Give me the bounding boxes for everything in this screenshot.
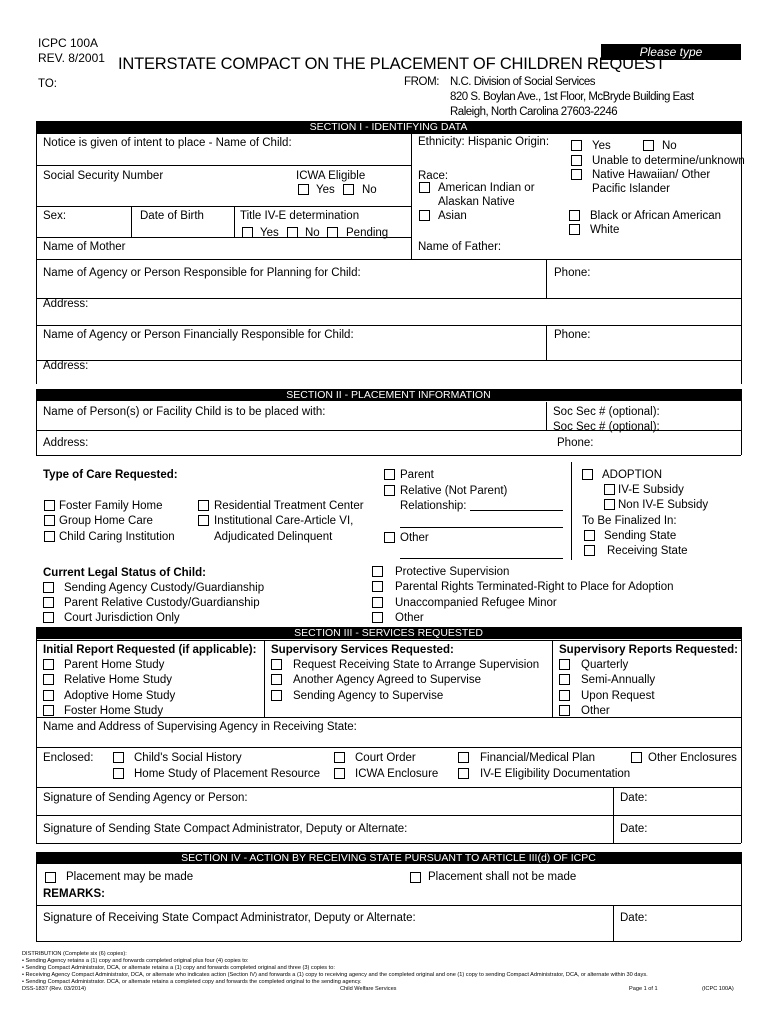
distribution-line-2: • Sending Compact Administrator, DCA, or alternate retains a (1) copy and forwards completed original and three (3) copies to: [22, 965, 335, 971]
upon-request-checkbox[interactable] [559, 690, 570, 701]
from-line-1: N.C. Division of Social Services [450, 76, 596, 88]
care-other-label: Other [400, 532, 429, 544]
phone-1-label: Phone: [554, 267, 591, 279]
other-enclosures-label: Other Enclosures [648, 752, 737, 764]
child-caring-label: Child Caring Institution [59, 531, 175, 543]
dob-label: Date of Birth [140, 210, 204, 222]
child-caring-checkbox[interactable] [44, 531, 55, 542]
ethnicity-no-checkbox[interactable] [643, 140, 654, 151]
sig-receiving-label: Signature of Receiving State Compact Administrator, Deputy or Alternate: [43, 912, 416, 924]
ethnicity-label: Ethnicity: Hispanic Origin: [418, 136, 550, 148]
white-label: White [590, 224, 620, 236]
asian-label: Asian [438, 210, 467, 222]
soc-sec-2-label: Soc Sec # (optional): [553, 421, 660, 433]
foster-home-study-checkbox[interactable] [43, 705, 54, 716]
care-parent-label: Parent [400, 469, 434, 481]
home-study-enclosure-checkbox[interactable] [113, 768, 124, 779]
address-1-label: Address: [43, 298, 89, 310]
protective-label: Protective Supervision [395, 566, 510, 578]
race-label: Race: [418, 170, 449, 182]
distribution-heading: DISTRIBUTION (Complete six (6) copies): [22, 951, 127, 957]
pacific-islander-label: Pacific Islander [592, 183, 670, 193]
reports-other-label: Other [581, 705, 610, 717]
residential-checkbox[interactable] [198, 500, 209, 511]
icwa-eligible-label: ICWA Eligible [296, 170, 366, 182]
request-receiving-checkbox[interactable] [271, 659, 282, 670]
form-id: ICPC 100A [38, 36, 99, 50]
parental-rights-label: Parental Rights Terminated-Right to Place for Adoption [395, 581, 674, 593]
distribution-line-1: • Sending Agency retains a (1) copy and forwards completed original plus four (4) copies to: [22, 958, 249, 964]
icwa-no-checkbox[interactable] [343, 184, 354, 195]
white-checkbox[interactable] [569, 224, 580, 235]
may-be-made-checkbox[interactable] [45, 872, 56, 883]
foster-family-label: Foster Family Home [59, 500, 163, 512]
legal-other-label: Other [395, 612, 424, 624]
icwa-no-label: No [362, 184, 377, 196]
finalize-receiving-label: Receiving State [607, 545, 688, 557]
date-2-label: Date: [620, 823, 648, 835]
sex-label: Sex: [43, 210, 67, 222]
institutional-checkbox[interactable] [198, 515, 209, 526]
parental-rights-checkbox[interactable] [372, 581, 383, 592]
dss-form-number: DSS-1837 (Rev. 03/2014) [22, 986, 86, 992]
ive-yes-label: Yes [260, 227, 279, 239]
distribution-line-3: • Receiving Agency Compact Administrator, DCA, or alternate who indicates action (Section IV) and forwards a (1) copy to receiving agency and the completed original and one (1) copy to sending Compact Administrator, DCA, or alternate within 30 days. [22, 972, 648, 978]
icwa-yes-label: Yes [316, 184, 335, 196]
section-3-header: SECTION III - SERVICES REQUESTED [36, 627, 741, 639]
date-receiving-label: Date: [620, 912, 648, 924]
court-jurisdiction-label: Court Jurisdiction Only [64, 612, 180, 624]
phone-2-label: Phone: [554, 329, 591, 341]
icwa-yes-checkbox[interactable] [298, 184, 309, 195]
finalize-receiving-checkbox[interactable] [584, 545, 595, 556]
parent-custody-checkbox[interactable] [43, 597, 54, 608]
section-4-header: SECTION IV - ACTION BY RECEIVING STATE PURSUANT TO ARTICLE III(d) OF ICPC [36, 852, 741, 864]
native-hawaiian-label: Native Hawaiian/ Other [592, 169, 711, 181]
sending-custody-label: Sending Agency Custody/Guardianship [64, 582, 265, 594]
sending-supervise-checkbox[interactable] [271, 690, 282, 701]
supervisory-services-label: Supervisory Services Requested: [271, 644, 454, 656]
finalize-sending-checkbox[interactable] [584, 530, 595, 541]
parent-custody-label: Parent Relative Custody/Guardianship [64, 597, 260, 609]
american-indian-checkbox[interactable] [419, 182, 430, 193]
care-other-checkbox[interactable] [384, 532, 395, 543]
asian-checkbox[interactable] [419, 210, 430, 221]
relationship-label: Relationship: [400, 500, 467, 512]
to-be-finalized-label: To Be Finalized In: [582, 515, 677, 527]
notice-child-name-label: Notice is given of intent to place - Name of Child: [43, 137, 292, 149]
residential-label: Residential Treatment Center [214, 500, 364, 512]
ethnicity-unable-label: Unable to determine/unknown [592, 155, 745, 167]
to-label: TO: [38, 78, 57, 90]
date-1-label: Date: [620, 792, 648, 804]
court-order-checkbox[interactable] [334, 752, 345, 763]
ive-no-label: No [305, 227, 320, 239]
from-line-3: Raleigh, North Carolina 27603-2246 [450, 106, 618, 118]
agency-planning-label: Name of Agency or Person Responsible for Planning for Child: [43, 267, 361, 279]
childs-history-label: Child's Social History [134, 752, 242, 764]
icwa-enclosure-label: ICWA Enclosure [355, 768, 439, 780]
father-name-label: Name of Father: [418, 241, 502, 253]
icwa-enclosure-checkbox[interactable] [334, 768, 345, 779]
address-2-label: Address: [43, 360, 89, 372]
sig-sending-admin-label: Signature of Sending State Compact Administrator, Deputy or Alternate: [43, 823, 408, 835]
adjudicated-label: Adjudicated Delinquent [214, 531, 333, 543]
section-1-header: SECTION I - IDENTIFYING DATA [36, 121, 741, 133]
care-parent-checkbox[interactable] [384, 469, 395, 480]
form-title: INTERSTATE COMPACT ON THE PLACEMENT OF CHILDREN REQUEST [118, 55, 666, 73]
placement-address-label: Address: [43, 437, 89, 449]
court-order-label: Court Order [355, 752, 416, 764]
care-relative-label: Relative (Not Parent) [400, 485, 508, 497]
financial-plan-checkbox[interactable] [458, 752, 469, 763]
soc-sec-1-label: Soc Sec # (optional): [553, 406, 660, 418]
sending-custody-checkbox[interactable] [43, 582, 54, 593]
semi-annually-checkbox[interactable] [559, 674, 570, 685]
may-be-made-label: Placement may be made [66, 871, 194, 883]
black-checkbox[interactable] [569, 210, 580, 221]
non-ive-subsidy-label: Non IV-E Subsidy [618, 499, 709, 511]
form-reference: (ICPC 100A) [702, 986, 734, 992]
title-ive-label: Title IV-E determination [240, 210, 360, 222]
placed-with-label: Name of Person(s) or Facility Child is to be placed with: [43, 406, 326, 418]
ive-documentation-checkbox[interactable] [458, 768, 469, 779]
from-line-2: 820 S. Boylan Ave., 1st Floor, McBryde Building East [450, 91, 694, 103]
adoptive-home-study-label: Adoptive Home Study [64, 690, 176, 702]
ethnicity-yes-label: Yes [592, 140, 611, 152]
foster-family-checkbox[interactable] [44, 500, 55, 511]
american-indian-label: American Indian or [438, 182, 535, 194]
refugee-checkbox[interactable] [372, 597, 383, 608]
remarks-label: REMARKS: [43, 888, 105, 900]
quarterly-label: Quarterly [581, 659, 629, 671]
protective-checkbox[interactable] [372, 566, 383, 577]
ive-subsidy-label: IV-E Subsidy [618, 484, 684, 496]
quarterly-checkbox[interactable] [559, 659, 570, 670]
request-receiving-label: Request Receiving State to Arrange Supervision [293, 659, 540, 671]
financial-plan-label: Financial/Medical Plan [480, 752, 596, 764]
placement-phone-label: Phone: [557, 437, 594, 449]
foster-home-study-label: Foster Home Study [64, 705, 164, 717]
mother-name-label: Name of Mother [43, 241, 126, 253]
black-label: Black or African American [590, 210, 722, 222]
ive-subsidy-checkbox[interactable] [604, 484, 615, 495]
supervising-agency-label: Name and Address of Supervising Agency in Receiving State: [43, 721, 357, 733]
non-ive-subsidy-checkbox[interactable] [604, 499, 615, 510]
refugee-label: Unaccompanied Refugee Minor [395, 597, 557, 609]
care-relative-checkbox[interactable] [384, 485, 395, 496]
parent-home-study-label: Parent Home Study [64, 659, 165, 671]
please-type-banner: Please type [601, 44, 741, 60]
adoption-label: ADOPTION [602, 469, 663, 481]
shall-not-label: Placement shall not be made [428, 871, 577, 883]
home-study-enclosure-label: Home Study of Placement Resource [134, 768, 321, 780]
native-hawaiian-checkbox[interactable] [571, 169, 582, 180]
distribution-line-4: • Sending Compact Administrator. DCA, or alternate retains a completed copy and forwards the completed original to the sending agency. [22, 979, 362, 985]
semi-annually-label: Semi-Annually [581, 674, 656, 686]
ssn-label: Social Security Number [43, 170, 164, 182]
legal-other-checkbox[interactable] [372, 612, 383, 623]
supervisory-reports-label: Supervisory Reports Requested: [559, 644, 738, 656]
ethnicity-unable-checkbox[interactable] [571, 155, 582, 166]
other-enclosures-checkbox[interactable] [631, 752, 642, 763]
sending-supervise-label: Sending Agency to Supervise [293, 690, 444, 702]
relative-home-study-label: Relative Home Study [64, 674, 173, 686]
ive-documentation-label: IV-E Eligibility Documentation [480, 768, 631, 780]
form-revision: REV. 8/2001 [38, 51, 105, 65]
division-name: Child Welfare Services [340, 986, 397, 992]
alaskan-native-label: Alaskan Native [438, 196, 515, 208]
legal-status-label: Current Legal Status of Child: [43, 567, 206, 579]
type-of-care-label: Type of Care Requested: [43, 469, 178, 481]
group-home-checkbox[interactable] [44, 515, 55, 526]
from-label: FROM: [404, 76, 440, 88]
enclosed-label: Enclosed: [43, 752, 94, 764]
shall-not-checkbox[interactable] [410, 872, 421, 883]
group-home-label: Group Home Care [59, 515, 153, 527]
ive-pending-label: Pending [346, 227, 389, 239]
initial-report-label: Initial Report Requested (if applicable): [43, 644, 257, 656]
childs-history-checkbox[interactable] [113, 752, 124, 763]
institutional-label: Institutional Care-Article VI, [214, 515, 354, 527]
sig-sending-agency-label: Signature of Sending Agency or Person: [43, 792, 248, 804]
parent-home-study-checkbox[interactable] [43, 659, 54, 670]
relative-home-study-checkbox[interactable] [43, 674, 54, 685]
court-jurisdiction-checkbox[interactable] [43, 612, 54, 623]
adoptive-home-study-checkbox[interactable] [43, 690, 54, 701]
adoption-checkbox[interactable] [582, 469, 593, 480]
upon-request-label: Upon Request [581, 690, 655, 702]
section-2-header: SECTION II - PLACEMENT INFORMATION [36, 389, 741, 401]
another-agency-checkbox[interactable] [271, 674, 282, 685]
ethnicity-yes-checkbox[interactable] [571, 140, 582, 151]
page-number: Page 1 of 1 [629, 986, 658, 992]
finalize-sending-label: Sending State [604, 530, 677, 542]
ethnicity-no-label: No [662, 140, 677, 152]
agency-financial-label: Name of Agency or Person Financially Responsible for Child: [43, 329, 354, 341]
another-agency-label: Another Agency Agreed to Supervise [293, 674, 481, 686]
reports-other-checkbox[interactable] [559, 705, 570, 716]
